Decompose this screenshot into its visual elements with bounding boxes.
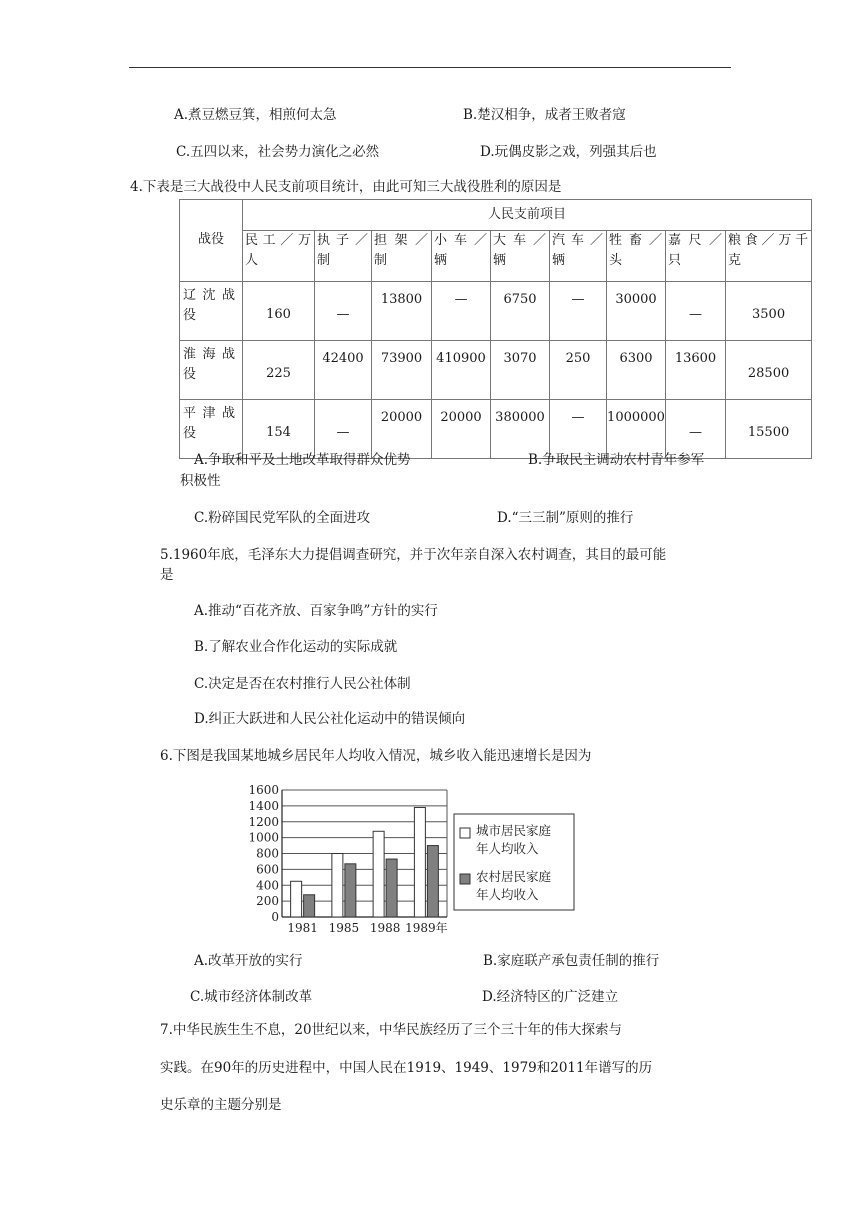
q4-stem: 4.下表是三大战役中人民支前项目统计，由此可知三大战役胜利的原因是 <box>130 179 562 195</box>
table-cell: — <box>550 282 607 341</box>
table-column-header: 嘉尺／只 <box>666 231 726 282</box>
q7-line3: 史乐章的主题分别是 <box>160 1097 282 1113</box>
table-group-header: 人民支前项目 <box>243 200 812 231</box>
table-cell: 73900 <box>372 341 432 400</box>
q6-option-c[interactable]: C.城市经济体制改革 <box>190 989 313 1005</box>
bar <box>373 831 384 917</box>
table-row-header: 辽沈战役 <box>180 282 243 341</box>
q6-stem: 6.下图是我国某地城乡居民年人均收入情况，城乡收入能迅速增长是因为 <box>160 748 592 764</box>
bar <box>291 881 302 917</box>
support-table <box>179 199 812 459</box>
y-tick-label: 0 <box>271 910 279 924</box>
table-cell: 410900 <box>432 341 491 400</box>
table-cell: 1000000 <box>607 400 666 459</box>
y-tick-label: 1600 <box>248 783 279 797</box>
q5-option-c[interactable]: C.决定是否在农村推行人民公社体制 <box>194 676 411 692</box>
table-column-header: 汽车／辆 <box>550 231 607 282</box>
y-tick-label: 800 <box>256 846 279 861</box>
table-cell: 20000 <box>432 400 491 459</box>
table-row <box>180 341 812 400</box>
q5-stem-line1: 5.1960年底，毛泽东大力提倡调查研究，并于次年亲自深入农村调查，其目的最可能 <box>160 547 667 563</box>
table-cell: — <box>666 282 726 341</box>
income-chart-svg <box>232 778 592 938</box>
y-tick-label: 1400 <box>248 798 279 813</box>
table-column-header: 大车／辆 <box>491 231 550 282</box>
q3-option-c[interactable]: C.五四以来，社会势力演化之必然 <box>176 144 380 160</box>
y-tick-label: 400 <box>256 878 279 893</box>
table-cell: 13600 <box>666 341 726 400</box>
table-cell: 30000 <box>607 282 666 341</box>
x-tick-label: 1985 <box>328 921 360 935</box>
y-tick-label: 1200 <box>248 814 279 829</box>
x-tick-label: 1989年 <box>405 921 448 935</box>
q4-option-a-continued: 积极性 <box>180 473 221 489</box>
table-column-header: 牲畜／头 <box>607 231 666 282</box>
bar <box>332 854 343 918</box>
q4-option-b[interactable]: B.争取民主调动农村青年参军 <box>528 452 705 468</box>
table-cell: 250 <box>550 341 607 400</box>
table-cell: 160 <box>243 282 315 341</box>
table-cell: — <box>315 282 372 341</box>
table-row <box>180 400 812 459</box>
q3-option-a[interactable]: A.煮豆燃豆箕，相煎何太急 <box>174 107 337 123</box>
table-row-header: 淮海战役 <box>180 341 243 400</box>
table-cell: — <box>666 400 726 459</box>
bar <box>414 807 425 917</box>
q4-option-c[interactable]: C.粉碎国民党军队的全面进攻 <box>194 510 371 526</box>
table-cell: 3500 <box>726 282 812 341</box>
y-tick-label: 200 <box>256 894 279 909</box>
table-cell: 13800 <box>372 282 432 341</box>
table-cell: 154 <box>243 400 315 459</box>
q3-option-b[interactable]: B.楚汉相争，成者王败者寇 <box>463 107 626 123</box>
bar <box>345 864 356 917</box>
q7-line2: 实践。在90年的历史进程中，中国人民在1919、1949、1979和2011年谱写的历 <box>160 1060 653 1076</box>
legend-label: 年人均收入 <box>476 841 539 856</box>
table-row-header: 平津战役 <box>180 400 243 459</box>
bar <box>304 895 315 917</box>
legend-label: 农村居民家庭 <box>476 869 552 884</box>
income-chart <box>232 778 592 938</box>
table-column-header: 民工／万人 <box>243 231 315 282</box>
q3-option-d[interactable]: D.玩偶皮影之戏，列强其后也 <box>480 144 657 160</box>
q5-option-a[interactable]: A.推动“百花齐放、百家争鸣”方针的实行 <box>194 603 438 619</box>
table-cell: — <box>432 282 491 341</box>
bar <box>386 859 397 917</box>
table-column-header: 小车／辆 <box>432 231 491 282</box>
q7-line1: 7.中华民族生生不息，20世纪以来，中华民族经历了三个三十年的伟大探索与 <box>160 1022 623 1038</box>
table-cell: 225 <box>243 341 315 400</box>
legend-swatch <box>460 874 470 884</box>
table-cell: — <box>550 400 607 459</box>
q5-option-d[interactable]: D.纠正大跃进和人民公社化运动中的错误倾向 <box>194 711 466 727</box>
table-column-header: 粮食／万千克 <box>726 231 812 282</box>
q4-option-a[interactable]: A.争取和平及土地改革取得群众优势 <box>194 452 411 468</box>
q4-option-d[interactable]: D.“三三制”原则的推行 <box>497 510 634 526</box>
table-cell: 6300 <box>607 341 666 400</box>
table-column-header: 担架／制 <box>372 231 432 282</box>
table-cell: 15500 <box>726 400 812 459</box>
table-cell: — <box>315 400 372 459</box>
legend-label: 年人均收入 <box>476 887 539 902</box>
x-tick-label: 1981 <box>287 921 318 935</box>
y-tick-label: 600 <box>256 862 279 877</box>
x-tick-label: 1988 <box>369 921 401 935</box>
legend-label: 城市居民家庭 <box>476 823 552 838</box>
q5-option-b[interactable]: B.了解农业合作化运动的实际成就 <box>194 639 398 655</box>
q6-option-a[interactable]: A.改革开放的实行 <box>194 953 303 969</box>
table-corner-header: 战役 <box>180 200 243 282</box>
legend-swatch <box>460 828 470 838</box>
table-cell: 42400 <box>315 341 372 400</box>
table-column-header: 执子／制 <box>315 231 372 282</box>
table-cell: 3070 <box>491 341 550 400</box>
bar <box>427 846 438 917</box>
table-cell: 28500 <box>726 341 812 400</box>
q5-stem-line2: 是 <box>160 567 174 583</box>
table-cell: 6750 <box>491 282 550 341</box>
table-cell: 380000 <box>491 400 550 459</box>
header-rule <box>129 67 731 68</box>
q6-option-d[interactable]: D.经济特区的广泛建立 <box>482 989 619 1005</box>
table-cell: 20000 <box>372 400 432 459</box>
q6-option-b[interactable]: B.家庭联产承包责任制的推行 <box>483 953 660 969</box>
table-row <box>180 282 812 341</box>
y-tick-label: 1000 <box>248 830 279 845</box>
